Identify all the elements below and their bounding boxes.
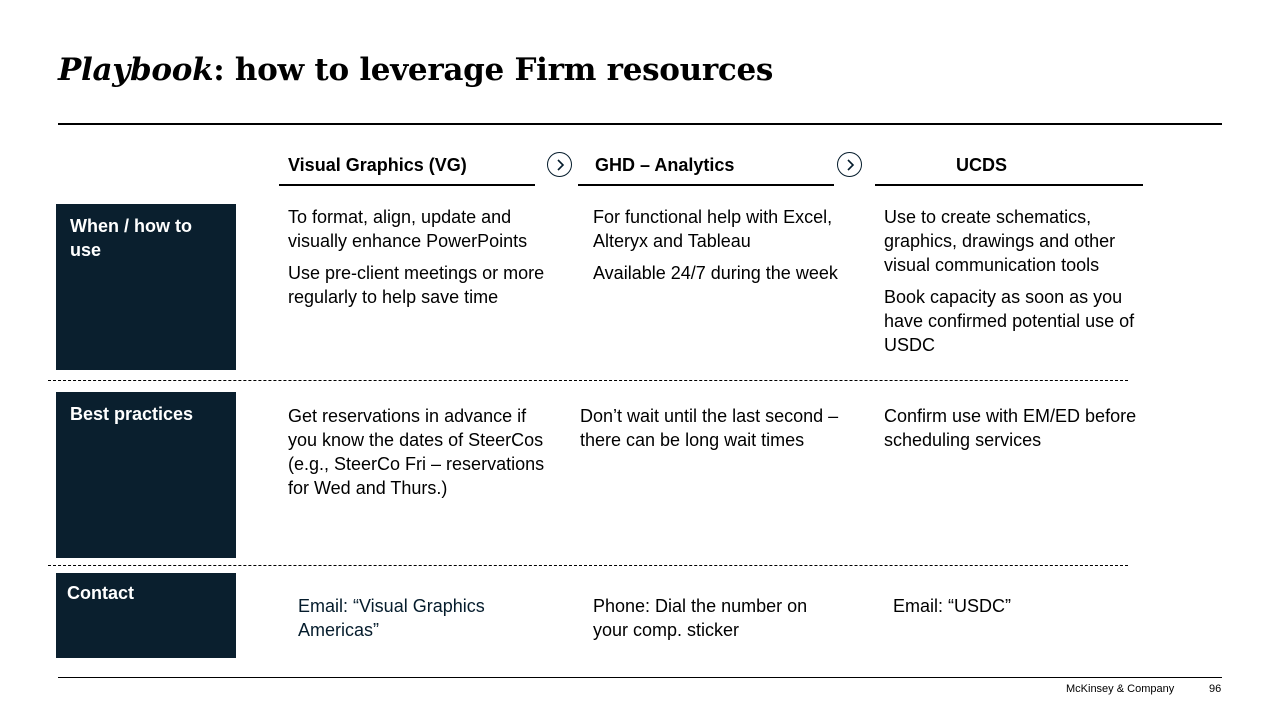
chevron-right-icon [547, 152, 572, 177]
title-rest: : how to leverage Firm resources [213, 52, 774, 88]
cell-paragraph: For functional help with Excel, Alteryx and Tableau [593, 207, 833, 251]
column-header-ucds: UCDS [956, 155, 1008, 175]
page-title [58, 52, 773, 88]
row-label-when-how [56, 204, 236, 370]
row-label-text: Best practices [70, 404, 194, 424]
column-header-ghd: GHD – Analytics [595, 155, 735, 175]
cell-ucds-best-practices [884, 404, 1144, 460]
column-header-vg: Visual Graphics (VG) [288, 155, 467, 175]
cell-ghd-best-practices [580, 404, 842, 460]
footer-company: McKinsey & Company [1066, 683, 1175, 695]
page-number: 96 [1209, 683, 1222, 695]
contact-vg-email: Email: “Visual Graphics Americas” [298, 596, 485, 640]
cell-paragraph: To format, align, update and visually enhance PowerPoints [288, 207, 528, 251]
cell-paragraph: Available 24/7 during the week [593, 263, 838, 283]
footer-divider [58, 677, 1222, 678]
chevron-right-icon [837, 152, 862, 177]
column-header-underline-vg [279, 184, 535, 186]
cell-vg-when-how [288, 205, 550, 317]
row-label-best-practices [56, 392, 236, 558]
cell-paragraph: Confirm use with EM/ED before scheduling services [884, 406, 1137, 450]
cell-ucds-when-how [884, 205, 1154, 365]
cell-paragraph: Use to create schematics, graphics, drawings and other visual communication tools [884, 207, 1116, 275]
cell-paragraph: Book capacity as soon as you have confirmed potential use of USDC [884, 287, 1135, 355]
cell-paragraph: Don’t wait until the last second – there can be long wait times [580, 406, 839, 450]
row-label-text: When / how to use [70, 216, 192, 260]
cell-paragraph: Get reservations in advance if you know the dates of SteerCos (e.g., SteerCo Fri – reservations for Wed and Thurs.) [288, 406, 545, 498]
contact-ucds-email: Email: “USDC” [893, 596, 1012, 616]
row-label-contact [56, 573, 236, 658]
cell-paragraph: Use pre-client meetings or more regularly to help save time [288, 263, 545, 307]
title-emphasis: Playbook [58, 52, 214, 88]
title-divider [58, 123, 1222, 125]
row-divider [48, 380, 1128, 381]
column-header-underline-ghd [578, 184, 834, 186]
contact-ghd-phone: Phone: Dial the number on your comp. sticker [593, 596, 808, 640]
cell-ghd-when-how [593, 205, 843, 293]
column-header-underline-ucds [875, 184, 1143, 186]
row-label-text: Contact [67, 583, 134, 603]
row-divider [48, 565, 1128, 566]
cell-vg-best-practices [288, 404, 550, 508]
